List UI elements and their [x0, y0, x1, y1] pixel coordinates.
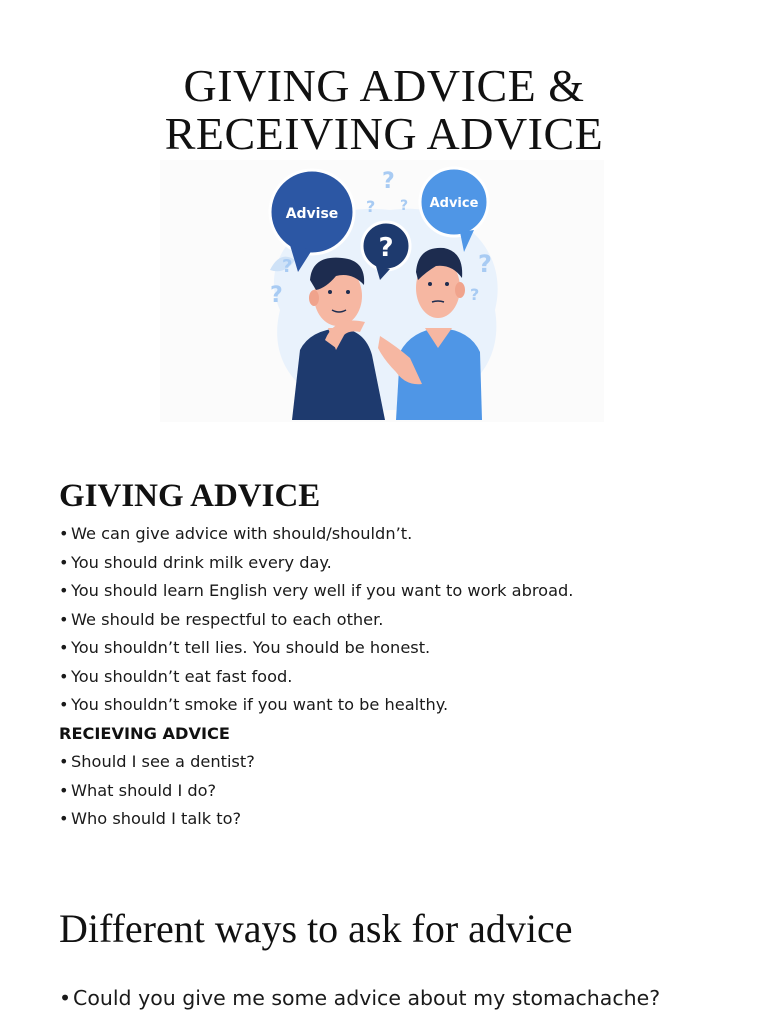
svg-text:?: ? [400, 198, 409, 214]
advice-illustration-svg [160, 160, 604, 422]
list-item: •Could you give me some advice about my stomachache? [59, 982, 660, 1014]
bullet-icon: • [59, 809, 69, 828]
title-line-2: RECEIVING ADVICE [164, 108, 604, 152]
svg-text:?: ? [470, 285, 480, 304]
bullet-icon: • [59, 695, 69, 714]
advice-bubble-label: Advice [429, 196, 479, 211]
ask-advice-list [59, 982, 660, 1014]
list-item: • You should learn English very well if you want to work abroad. [59, 577, 573, 606]
bullet-icon: • [59, 986, 72, 1010]
svg-text:?: ? [282, 256, 293, 277]
svg-text:?: ? [478, 250, 492, 278]
page-title [150, 62, 618, 152]
svg-text:?: ? [270, 283, 283, 308]
question-mark-label: ? [378, 233, 394, 263]
bullet-icon: • [59, 638, 69, 657]
bullet-icon: • [59, 752, 69, 771]
bullet-icon: • [59, 552, 69, 572]
list-item: • You shouldn’t smoke if you want to be healthy. [59, 691, 573, 720]
bullet-icon: • [59, 581, 69, 600]
bullet-icon: • [59, 666, 69, 686]
list-item: • Should I see a dentist? [59, 748, 255, 777]
list-item: • We can give advice with should/shouldn’t. [59, 520, 573, 549]
bullet-icon: • [59, 609, 69, 629]
list-item: • You should drink milk every day. [59, 549, 573, 578]
svg-text:?: ? [382, 169, 395, 194]
bullet-icon: • [59, 780, 69, 800]
title-line-1: GIVING ADVICE & [183, 62, 585, 111]
giving-advice-heading: GIVING ADVICE [59, 478, 321, 514]
receiving-advice-list [59, 748, 255, 834]
list-item: • Who should I talk to? [59, 805, 255, 834]
advice-illustration [160, 160, 604, 422]
giving-advice-list [59, 520, 573, 720]
list-item: • You shouldn’t tell lies. You should be honest. [59, 634, 573, 663]
receiving-advice-heading: RECIEVING ADVICE [59, 724, 230, 743]
list-item: • We should be respectful to each other. [59, 606, 573, 635]
advise-bubble-label: Advise [285, 206, 339, 222]
ask-advice-heading: Different ways to ask for advice [59, 906, 573, 951]
list-item: • What should I do? [59, 777, 255, 806]
svg-text:?: ? [366, 197, 376, 216]
bullet-icon: • [59, 524, 69, 543]
list-item: • You shouldn’t eat fast food. [59, 663, 573, 692]
